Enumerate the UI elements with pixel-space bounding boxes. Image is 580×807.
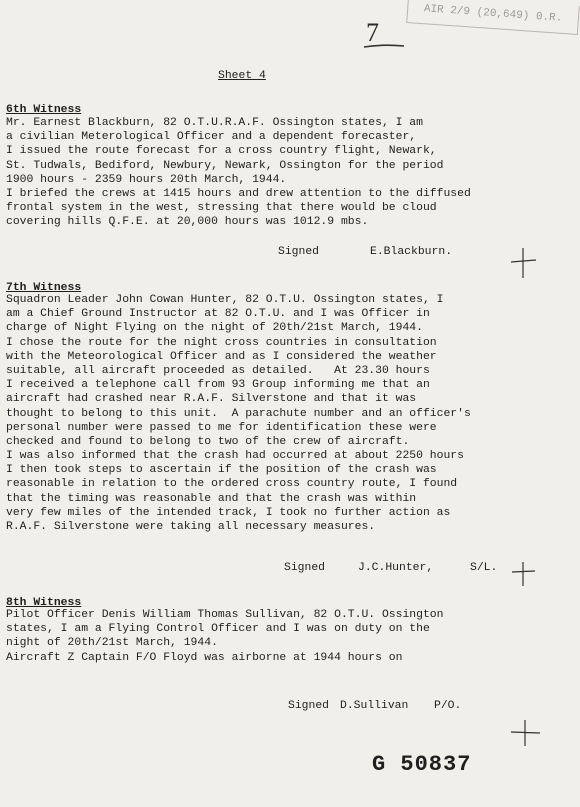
signature: D.Sullivan: [340, 700, 409, 712]
statement-line: Pilot Officer Denis William Thomas Sullivan, 82 O.T.U. Ossington: [6, 609, 444, 621]
witness-heading: 6th Witness: [6, 104, 82, 116]
witness-statement: [6, 609, 566, 666]
statement-line: I briefed the crews at 1415 hours and drew attention to the diffused: [6, 187, 471, 200]
statement-line: night of 20th/21st March, 1944.: [6, 637, 218, 650]
statement-line: with the Meteorological Officer and as I considered the weather: [6, 350, 437, 363]
check-mark: [508, 246, 538, 280]
archive-stamp: AIR 2/9 (20,649) 0.R.: [406, 0, 580, 35]
witness-heading: 7th Witness: [6, 282, 82, 294]
statement-line: St. Tudwals, Bediford, Newbury, Newark, Ossington for the period: [6, 159, 444, 172]
statement-line: reasonable in relation to the ordered cross country route, I found: [6, 478, 458, 491]
statement-line: aircraft had crashed near R.A.F. Silverstone and that it was: [6, 393, 417, 406]
underline-mark: [362, 42, 406, 50]
sheet-title: Sheet 4: [218, 70, 266, 82]
witness-statement: [6, 117, 566, 231]
statement-line: I received a telephone call from 93 Group informing me that an: [6, 379, 430, 392]
witness-statement: [6, 294, 566, 535]
statement-line: I issued the route forecast for a cross country flight, Newark,: [6, 145, 437, 158]
statement-line: suitable, all aircraft proceeded as detailed. At 23.30 hours: [6, 364, 430, 377]
document-number: G 50837: [372, 752, 472, 777]
statement-line: frontal system in the west, stressing that there would be cloud: [6, 202, 437, 215]
statement-line: a civilian Meterological Officer and a dependent forecaster,: [6, 131, 417, 144]
statement-line: personal number were passed to me for identification these were: [6, 421, 437, 434]
witness-heading: 8th Witness: [6, 597, 82, 609]
signatory-rank: S/L.: [470, 562, 498, 574]
statement-line: very few miles of the intended track, I took no further action as: [6, 506, 451, 519]
statement-line: Squadron Leader John Cowan Hunter, 82 O.T.U. Ossington states, I: [6, 294, 444, 306]
statement-line: I then took steps to ascertain if the position of the crash was: [6, 464, 437, 477]
statement-line: checked and found to belong to two of the crew of aircraft.: [6, 435, 410, 448]
page-number: 7: [366, 18, 379, 47]
statement-line: covering hills Q.F.E. at 20,000 hours was 1012.9 mbs.: [6, 216, 369, 229]
statement-line: Mr. Earnest Blackburn, 82 O.T.U.R.A.F. Ossington states, I am: [6, 117, 423, 129]
signed-label: Signed: [284, 562, 326, 574]
signature: E.Blackburn.: [370, 246, 453, 258]
statement-line: Aircraft Z Captain F/O Floyd was airborne at 1944 hours on: [6, 651, 403, 664]
check-mark: [508, 560, 538, 588]
statement-line: thought to belong to this unit. A parachute number and an officer's: [6, 407, 471, 420]
statement-line: R.A.F. Silverstone were taking all necessary measures.: [6, 521, 376, 533]
statement-line: am a Chief Ground Instructor at 82 O.T.U. and I was Officer in: [6, 308, 430, 321]
signed-label: Signed: [278, 246, 320, 258]
statement-line: charge of Night Flying on the night of 20th/21st March, 1944.: [6, 322, 423, 335]
signed-label: Signed: [288, 700, 330, 712]
statement-line: 1900 hours - 2359 hours 20th March, 1944.: [6, 173, 287, 186]
statement-line: I chose the route for the night cross countries in consultation: [6, 336, 437, 349]
statement-line: I was also informed that the crash had occurred at about 2250 hours: [6, 450, 464, 463]
statement-line: states, I am a Flying Control Officer and I was on duty on the: [6, 623, 430, 636]
check-mark: [508, 718, 542, 748]
statement-line: that the timing was reasonable and that the crash was within: [6, 492, 417, 505]
signatory-rank: P/O.: [434, 700, 462, 712]
signature: J.C.Hunter,: [358, 562, 434, 574]
